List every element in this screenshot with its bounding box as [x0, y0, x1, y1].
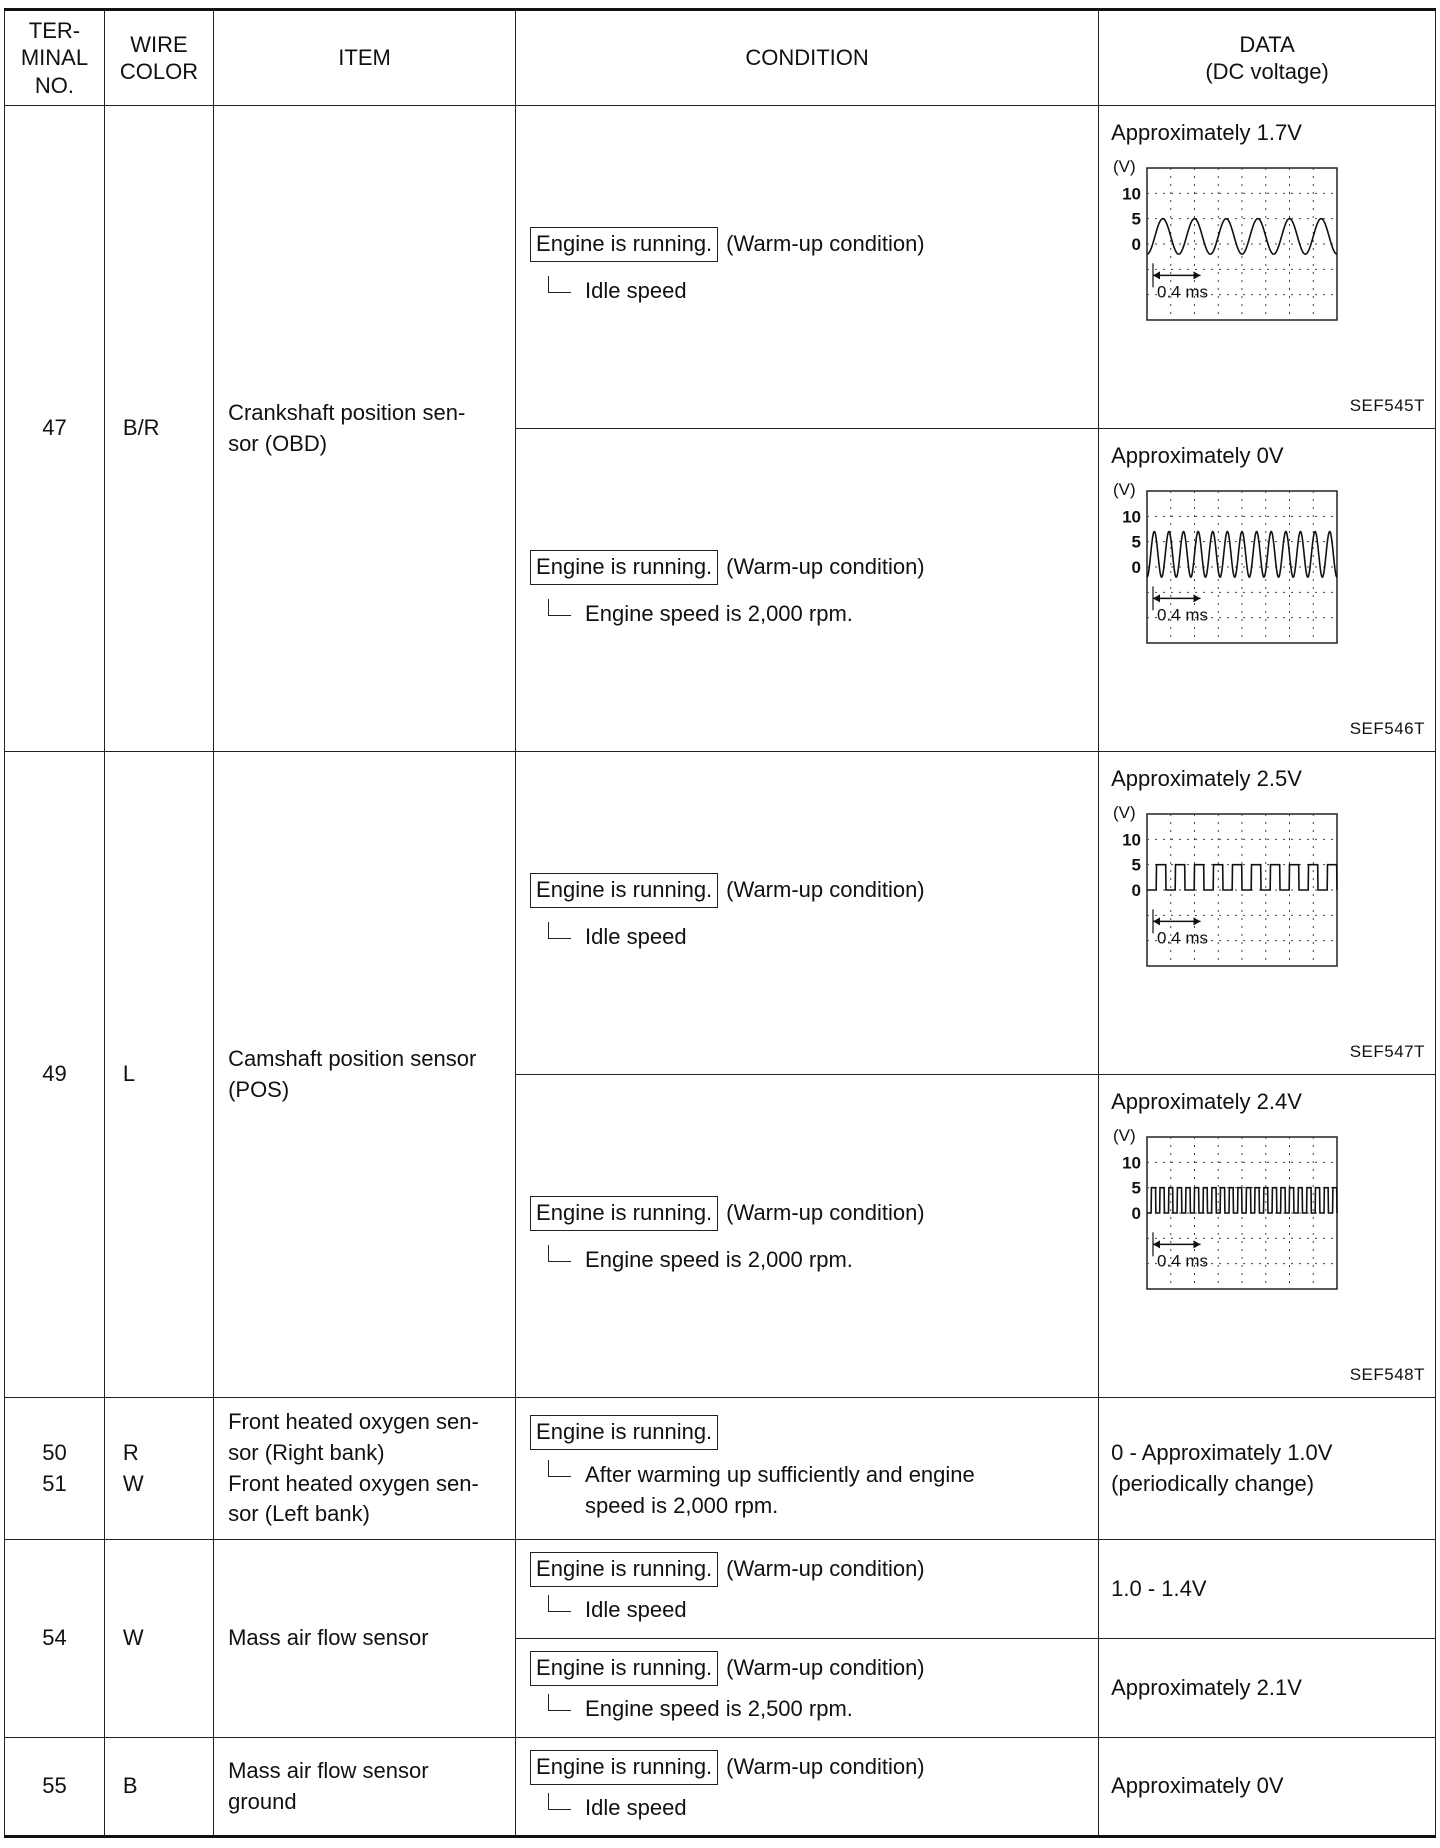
- terminal-no: 49: [5, 752, 105, 1398]
- waveform-chart: [1111, 1125, 1351, 1325]
- data-cell: Approximately 0V: [1099, 1738, 1436, 1837]
- wire-color: B/R: [104, 106, 213, 752]
- item-line: ground: [228, 1788, 297, 1814]
- item-cell: [214, 1540, 516, 1738]
- tick-label: 10: [1122, 507, 1142, 527]
- data-cell: [1099, 106, 1436, 429]
- table-row: [5, 1738, 1436, 1837]
- header-terminal-line: MINAL: [20, 45, 89, 71]
- branch-connector: [548, 922, 571, 939]
- condition-cell: [516, 1738, 1099, 1837]
- data-cell: [1099, 752, 1436, 1075]
- wire-color-line: R: [122, 1439, 139, 1465]
- condition-sub: Engine speed is 2,000 rpm.: [585, 601, 853, 626]
- terminal-no: 47: [5, 106, 105, 752]
- condition-extra: (Warm-up condition): [726, 1556, 925, 1582]
- header-item: ITEM: [214, 10, 516, 106]
- data-cell: [1099, 1075, 1436, 1398]
- terminal-no-line: 51: [42, 1470, 67, 1496]
- figure-code: SEF548T: [1349, 1365, 1425, 1385]
- tick-label: 10: [1122, 830, 1142, 850]
- waveform-chart: [1111, 802, 1351, 1002]
- terminal-spec-table: [4, 8, 1436, 1838]
- condition-box: Engine is running.: [530, 873, 718, 908]
- item-line: Camshaft position sensor: [228, 1045, 477, 1071]
- data-cell: [1099, 429, 1436, 752]
- data-approx: Approximately 2.4V: [1111, 1089, 1302, 1114]
- wire-color: [104, 1398, 213, 1540]
- condition-sub: Idle speed: [585, 1597, 687, 1622]
- condition-box: Engine is running.: [530, 1750, 718, 1785]
- time-scale-label: 0.4 ms: [1157, 282, 1209, 302]
- item-cell: [214, 1398, 516, 1540]
- condition-cell: [516, 1075, 1099, 1398]
- condition-sub: speed is 2,000 rpm.: [585, 1492, 779, 1518]
- condition-sub: Engine speed is 2,500 rpm.: [585, 1696, 853, 1721]
- data-approx: Approximately 0V: [1111, 443, 1284, 468]
- tick-label: 5: [1131, 1178, 1142, 1198]
- header-terminal-line: TER-: [28, 17, 81, 43]
- condition-box: Engine is running.: [530, 1651, 718, 1686]
- waveform-chart: [1111, 479, 1351, 679]
- branch-connector: [548, 1694, 571, 1711]
- tick-label: 0: [1131, 1204, 1142, 1223]
- table-row: [5, 752, 1436, 1075]
- header-wire-color: [104, 10, 213, 106]
- condition-box: Engine is running.: [530, 550, 718, 585]
- condition-cell: [516, 106, 1099, 429]
- tick-label: 10: [1122, 184, 1142, 204]
- branch-connector: [548, 599, 571, 616]
- waveform-trace: [1147, 1188, 1337, 1213]
- tick-label: 5: [1131, 532, 1142, 552]
- condition-extra: (Warm-up condition): [726, 1200, 925, 1226]
- item-line: Crankshaft position sen-: [228, 399, 466, 425]
- figure-code: SEF547T: [1349, 1042, 1425, 1062]
- figure-code: SEF545T: [1349, 396, 1425, 416]
- wire-color: W: [104, 1540, 213, 1738]
- branch-connector: [548, 1245, 571, 1262]
- wire-color: B: [104, 1738, 213, 1837]
- condition-cell: [516, 752, 1099, 1075]
- data-value: 0 - Approximately 1.0V: [1111, 1439, 1333, 1465]
- header-terminal: [5, 10, 105, 106]
- tick-label: 5: [1131, 855, 1142, 875]
- condition-sub: Idle speed: [585, 278, 687, 303]
- header-data-line: DATA: [1239, 31, 1295, 57]
- terminal-no: 55: [5, 1738, 105, 1837]
- header-row: [5, 10, 1436, 106]
- branch-connector: [548, 1460, 571, 1477]
- item-line: Mass air flow sensor: [228, 1625, 429, 1651]
- tick-label: 0: [1131, 881, 1142, 900]
- item-line: sor (OBD): [228, 430, 328, 456]
- table-row: [5, 106, 1436, 429]
- item-line: (POS): [228, 1076, 290, 1102]
- waveform-trace: [1147, 865, 1337, 890]
- item-line: sor (Left bank): [228, 1501, 370, 1527]
- condition-extra: (Warm-up condition): [726, 554, 925, 580]
- table-row: [5, 1398, 1436, 1540]
- condition-box: Engine is running.: [530, 1415, 718, 1450]
- data-cell: [1099, 1398, 1436, 1540]
- time-scale-label: 0.4 ms: [1157, 928, 1209, 948]
- axis-unit-label: (V): [1113, 480, 1136, 499]
- condition-extra: (Warm-up condition): [726, 1753, 925, 1779]
- item-line: Front heated oxygen sen-: [228, 1408, 479, 1434]
- condition-cell: [516, 1540, 1099, 1639]
- data-cell: Approximately 2.1V: [1099, 1639, 1436, 1738]
- condition-box: Engine is running.: [530, 227, 718, 262]
- condition-extra: (Warm-up condition): [726, 231, 925, 257]
- item-line: Front heated oxygen sen-: [228, 1470, 479, 1496]
- item-line: Mass air flow sensor: [228, 1757, 429, 1783]
- header-condition: CONDITION: [516, 10, 1099, 106]
- header-data: [1099, 10, 1436, 106]
- item-cell: [214, 1738, 516, 1837]
- item-cell: [214, 106, 516, 752]
- data-approx: Approximately 2.5V: [1111, 766, 1302, 791]
- condition-sub: After warming up sufficiently and engine: [585, 1462, 975, 1488]
- condition-box: Engine is running.: [530, 1196, 718, 1231]
- time-scale-label: 0.4 ms: [1157, 1251, 1209, 1271]
- condition-sub: Idle speed: [585, 924, 687, 949]
- condition-sub: Idle speed: [585, 1794, 687, 1820]
- axis-unit-label: (V): [1113, 157, 1136, 176]
- branch-connector: [548, 1793, 571, 1810]
- axis-unit-label: (V): [1113, 803, 1136, 822]
- condition-extra: (Warm-up condition): [726, 1655, 925, 1681]
- data-cell: 1.0 - 1.4V: [1099, 1540, 1436, 1639]
- condition-box: Engine is running.: [530, 1552, 718, 1587]
- condition-sub: Engine speed is 2,000 rpm.: [585, 1247, 853, 1272]
- header-terminal-line: NO.: [34, 72, 74, 98]
- data-value: (periodically change): [1111, 1470, 1315, 1496]
- terminal-no-line: 50: [42, 1439, 67, 1465]
- tick-label: 10: [1122, 1153, 1142, 1173]
- item-line: sor (Right bank): [228, 1439, 385, 1465]
- data-approx: Approximately 1.7V: [1111, 120, 1302, 145]
- item-cell: [214, 752, 516, 1398]
- tick-label: 0: [1131, 558, 1142, 577]
- condition-cell: [516, 429, 1099, 752]
- header-wire-line: WIRE: [130, 31, 188, 57]
- time-scale-label: 0.4 ms: [1157, 605, 1209, 625]
- tick-label: 0: [1131, 235, 1142, 254]
- condition-cell: [516, 1398, 1099, 1540]
- table-row: [5, 1540, 1436, 1639]
- tick-label: 5: [1131, 209, 1142, 229]
- terminal-no: [5, 1398, 105, 1540]
- condition-extra: (Warm-up condition): [726, 877, 925, 903]
- header-wire-line: COLOR: [119, 59, 199, 84]
- branch-connector: [548, 276, 571, 293]
- axis-unit-label: (V): [1113, 1126, 1136, 1145]
- condition-cell: [516, 1639, 1099, 1738]
- header-data-line: (DC voltage): [1205, 59, 1329, 84]
- figure-code: SEF546T: [1349, 719, 1425, 739]
- wire-color-line: W: [122, 1470, 144, 1496]
- branch-connector: [548, 1595, 571, 1612]
- waveform-trace: [1147, 532, 1337, 578]
- waveform-chart: [1111, 156, 1351, 356]
- wire-color: L: [104, 752, 213, 1398]
- terminal-no: 54: [5, 1540, 105, 1738]
